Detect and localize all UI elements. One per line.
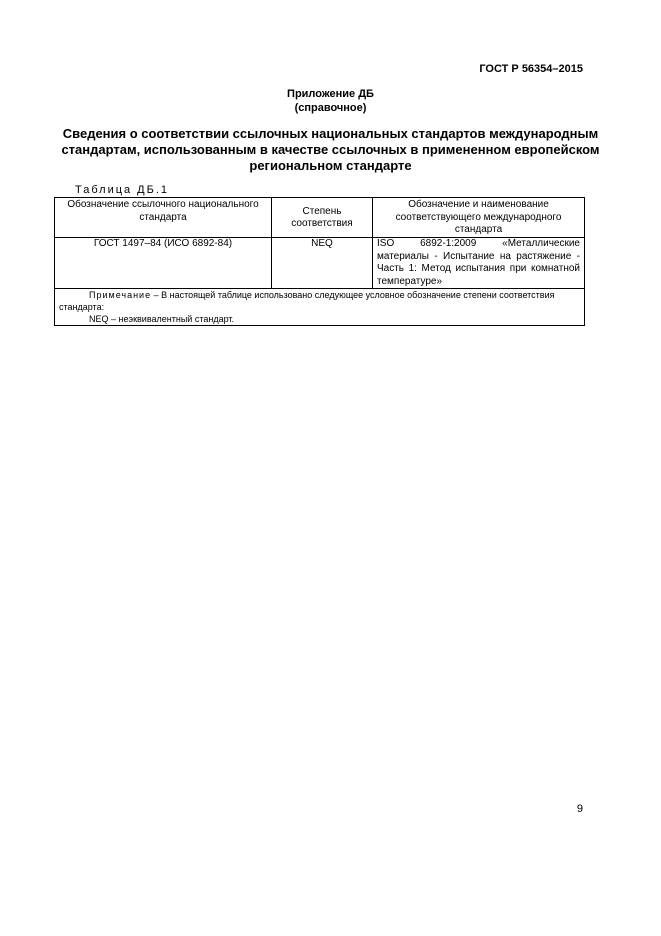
table-note: [55, 289, 585, 326]
document-code: ГОСТ Р 56354–2015: [479, 63, 583, 75]
main-title: Сведения о соответствии ссылочных национальных стандартов международным стандартам, использованным в качестве ссылочных в примененном европейском региональном стандарте: [61, 126, 600, 173]
note-label: Примечание: [89, 290, 152, 300]
cell-international-standard: ISO 6892-1:2009 «Металлические материалы - Испытание на растяжение - Часть 1: Метод испытания при комнатной температуре»: [373, 238, 585, 289]
note-text: – В настоящей таблице использовано следующее условное обозначение степени соответствия стандарта:: [59, 290, 555, 312]
header-national-standard: Обозначение ссылочного национального стандарта: [55, 198, 272, 238]
cell-national-standard: ГОСТ 1497–84 (ИСО 6892-84): [55, 238, 272, 289]
header-international-standard: Обозначение и наименование соответствующего международного стандарта: [373, 198, 585, 238]
appendix-subtitle: (справочное): [294, 102, 367, 114]
appendix-title: Приложение ДБ: [287, 88, 374, 100]
table-caption: Таблица ДБ.1: [75, 184, 170, 196]
table-note-row: [55, 289, 585, 326]
table-row: [55, 238, 585, 289]
correspondence-table: [54, 197, 585, 326]
table-header-row: [55, 198, 585, 238]
appendix-heading: [0, 87, 661, 115]
cell-degree: NEQ: [272, 238, 373, 289]
note-item: NEQ – неэквивалентный стандарт.: [89, 314, 235, 324]
header-degree: Степень соответствия: [272, 198, 373, 238]
page-number: 9: [576, 803, 583, 815]
